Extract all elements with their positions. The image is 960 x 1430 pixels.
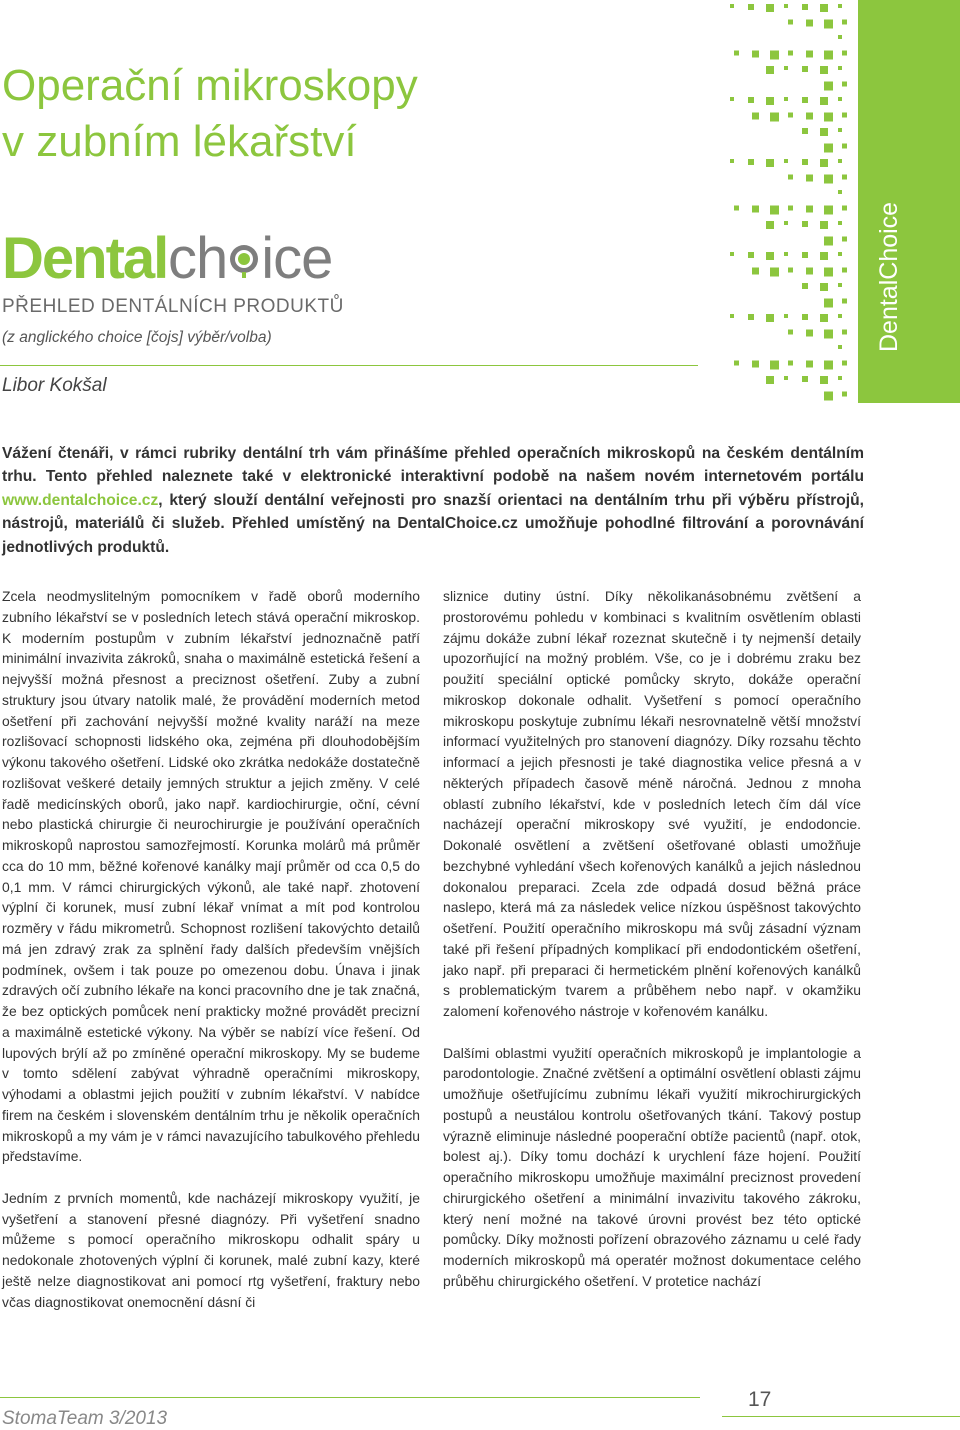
- decorative-dot: [734, 361, 739, 366]
- author-name: Libor Kokšal: [2, 375, 107, 396]
- decorative-dot: [842, 144, 847, 149]
- decorative-dot: [784, 159, 788, 163]
- decorative-dot: [820, 97, 828, 105]
- decorative-dot: [824, 82, 833, 91]
- decorative-dot: [748, 252, 754, 258]
- decorative-dot: [802, 376, 808, 382]
- decorative-dot: [820, 283, 828, 291]
- decorative-dot: [824, 113, 833, 122]
- decorative-dot: [820, 221, 828, 229]
- decorative-dot: [788, 175, 793, 180]
- decorative-dot: [730, 159, 734, 163]
- decorative-dot: [748, 97, 754, 103]
- decorative-dot: [734, 206, 739, 211]
- decorative-dot: [784, 314, 788, 318]
- decorative-dot: [806, 361, 813, 368]
- decorative-dot: [824, 299, 833, 308]
- article-title: Operační mikroskopy v zubním lékařství: [2, 61, 418, 166]
- decorative-dot: [752, 361, 759, 368]
- decorative-dot: [802, 314, 808, 320]
- dentalchoice-logo: [2, 226, 342, 292]
- decorative-dot: [730, 252, 734, 256]
- body-paragraph: Zcela neodmyslitelným pomocníkem v řadě oborů moderního zubního lékařství se v posledních letech stává operační mikroskop. K moderním postupům v zubním lékařství jednoznačně patří minimální invazivita zákroků, snaha o maximálně estetická řešení a nejvyšší možná přesnost a preciznost ošetření. Zuby a zubní struktury jsou útvary natolik malé, že provádění moderních metod ošetření při zachování nejvyšší možné kvality naráží na meze rozlišovací schopnosti lidského oka, zejména při dlouhodobějším výkonu takového ošetření. Lidské oko zkrátka nedokáže dostatečně rozlišovat veškeré detaily jemných struktur a jejich změny. V celé řadě medicínských oborů, jako např. kardiochirurgie, oční, cévní nebo plastická chirurgie či neurochirurgie je používání operačních mikroskopů naprostou samozřejmostí. Korunka molárů má průměr cca do 10 mm, běžné kořenové kanálky mají průměr od cca 0,5 do 0,1 mm. V rámci chirurgických výkonů, ale také např. zhotovení výplní či korunek, musí zubní lékař vnímat a mít pod kontrolou rozměry v řádu mikrometrů. Schopnost rozlišení takovýchto detailů má jen zdravý zrak za splnění řady dalších především vnějších podmínek, ovšem i tak pouze po omezenou dobu. Únava i jinak zdravých očí zubního lékaře na konci pracovního dne je tak značná, že bez optických pomůcek není prakticky možné provádět precizní a maximálně estetické výkony. Na výběr se nabízí více řešení. Od lupových brýlí až po zmíněné operační mikroskopy. My se budeme v tomto sdělení zabývat výhradně operačními mikroskopy, výhodami a oblastmi jejich použití v zubním lékařství. V nabídce firem na českém i slovenském dentálním trhu je několik operačních mikroskopů a my vám je v rámci navazujícího tabulkového přehledu představíme.: [2, 588, 420, 1165]
- decorative-dot: [806, 330, 813, 337]
- decorative-dot: [838, 345, 842, 349]
- decorative-dot: [806, 268, 813, 275]
- decorative-dot: [788, 20, 793, 25]
- decorative-dot: [824, 392, 833, 401]
- decorative-dot: [802, 128, 808, 134]
- decorative-dot: [838, 314, 842, 318]
- decorative-dot: [820, 314, 828, 322]
- decorative-dot: [820, 128, 828, 136]
- decorative-dot: [788, 113, 793, 118]
- decorative-dot: [820, 376, 828, 384]
- decorative-dot: [820, 159, 828, 167]
- decorative-dot: [770, 206, 779, 215]
- decorative-dot: [838, 128, 842, 132]
- decorative-dot: [766, 221, 774, 229]
- decorative-dot: [824, 268, 833, 277]
- decorative-dot: [820, 4, 828, 12]
- decorative-dot: [752, 268, 759, 275]
- decorative-dot: [838, 4, 842, 8]
- decorative-dot: [824, 361, 833, 370]
- intro-paragraph: [2, 442, 864, 559]
- body-paragraph: sliznice dutiny ústní. Díky několikanásobnému zvětšení a prostorovému pohledu v kombinaci s kvalitním osvětlením oblasti zájmu dokáže zubní lékař rozeznat skutečně i ty nejmenší detaily upozorňující na možný problém. Vše, co je i dobrému zraku bez použití speciální optické pomůcky skryto, dokáže operační mikroskop dokonale odhalit. Vyšetření s pomocí operačního mikroskopu poskytuje zubnímu lékaři nesrovnatelně větší množství informací využitelných pro stanovení diagnózy. Díky rozsahu těchto informací a jejich přesnosti je také diagnostika velice přesná a v některých případech časově méně náročná. Jednou z mnoha oblastí zubního lékařství, kde v posledních letech čím dál více nacházejí operační mikroskopy své využití, je endodoncie. Dokonalé osvětlení a zvětšení ošetřované oblasti umožňuje bezchybné vyhledání všech kořenových kanálků a jejich následnou dokonalou preparaci. Zcela zde odpadá dosud běžná práce naslepo, která má za následek velice nízkou úspěšnost takovýchto ošetření. Použití operačního mikroskopu má svůj zásadní význam také při řešení případných komplikací při endodontickém ošetření, jako např. při preparaci či hermetickém plnění kořenových kanálků s problematickým tvarem a průběhem nebo např. v okamžiku zalomení kořenového nástroje v kořenovém kanálku.: [443, 588, 861, 1019]
- decorative-dot: [788, 268, 793, 273]
- decorative-dot: [788, 361, 793, 366]
- decorative-dot: [824, 330, 833, 339]
- decorative-dot: [838, 190, 842, 194]
- decorative-dot: [770, 51, 779, 60]
- decorative-dot: [766, 252, 774, 260]
- decorative-dot: [842, 237, 847, 242]
- sidebar-brand-label: DentalChoice: [875, 201, 903, 352]
- decorative-dot: [802, 221, 808, 227]
- logo-dental-text: Dental: [2, 226, 168, 291]
- decorative-dot: [842, 113, 847, 118]
- journal-issue: StomaTeam 3/2013: [2, 1408, 168, 1429]
- decorative-dot: [770, 268, 779, 277]
- decorative-dot: [766, 4, 774, 12]
- decorative-dot: [766, 376, 774, 384]
- decorative-dot: [784, 97, 788, 101]
- dentalchoice-link[interactable]: www.dentalchoice.cz: [2, 491, 159, 509]
- decorative-dot: [842, 175, 847, 180]
- page-number-rule: [722, 1416, 960, 1417]
- decorative-dot: [806, 51, 813, 58]
- decorative-dot: [784, 221, 788, 225]
- decorative-dot: [802, 252, 808, 258]
- body-column-right: [443, 586, 861, 1312]
- decorative-dot: [788, 51, 793, 56]
- decorative-dot: [752, 206, 759, 213]
- decorative-dot: [766, 66, 774, 74]
- magnifier-o-icon: [226, 242, 262, 278]
- decorative-dot: [806, 113, 813, 120]
- body-paragraph: Jedním z prvních momentů, kde nacházejí mikroskopy využití, je vyšetření a stanovení přesné diagnózy. Při vyšetření snadno můžeme s pomocí operačního mikroskopu odhalit spáry u nedokonale zhotovených výplní či korunek, malé zubní kazy, které ještě nelze diagnostikovat ani pomocí rtg vyšetření, fraktury nebo včas diagnostikovat onemocnění dásní či: [2, 1189, 420, 1310]
- decorative-dot: [748, 159, 754, 165]
- decorative-dot: [766, 314, 774, 322]
- decorative-dot: [842, 392, 847, 397]
- page-number: 17: [748, 1388, 772, 1411]
- decorative-dot: [842, 51, 847, 56]
- decorative-dot: [824, 206, 833, 215]
- decorative-dot: [788, 206, 793, 211]
- decorative-dot: [802, 159, 808, 165]
- decorative-dot: [842, 330, 847, 335]
- decorative-dot: [820, 252, 828, 260]
- decorative-dot: [838, 221, 842, 225]
- decorative-dot: [842, 20, 847, 25]
- decorative-dot: [752, 113, 759, 120]
- decorative-dot: [730, 97, 734, 101]
- decorative-dot: [730, 314, 734, 318]
- body-column-left: [2, 586, 420, 1333]
- decorative-dot: [842, 299, 847, 304]
- decorative-dot: [838, 376, 842, 380]
- body-paragraph: Dalšími oblastmi využití operačních mikroskopů je implantologie a parodontologie. Značné zvětšení a optimální osvětlení oblasti zájmu umožňuje ošetřujícímu zubnímu lékaři využití mikrochirurgických postupů a neustálou kontrolu ošetřovaných tkání. Takový postup výrazně eliminuje následné pooperační obtíže pacientů (např. otok, bolest aj.). Díky tomu dochází k urychlení fáze hojení. Použití operačního mikroskopu umožňuje maximální preciznost provedení chirurgického ošetření a minimální invazivitu takového zákroku, který není možné na takové úrovni provést bez této optické pomůcky. Díky možnosti pořízení obrazového záznamu u celé řady moderních mikroskopů má operatér možnost dokumentace celého průběhu chirurgického ošetření. V protetice nachází: [443, 1044, 861, 1289]
- decorative-dot: [824, 237, 833, 246]
- decorative-dot: [788, 330, 793, 335]
- decorative-dot: [824, 175, 833, 184]
- decorative-dot: [842, 82, 847, 87]
- decorative-dot: [824, 51, 833, 60]
- decorative-dot: [802, 283, 808, 289]
- intro-text-2: , který slouží dentální veřejnosti pro snazší orientaci na dentálním trhu při výběru přístrojů, nástrojů, materiálů či služeb. Přehled umístěný na DentalChoice.cz umožňuje pohodlné filtrování a porovnávání jednotlivých produktů.: [2, 491, 864, 556]
- footer-divider: [0, 1397, 700, 1398]
- decorative-dot: [784, 66, 788, 70]
- decorative-dot: [806, 20, 813, 27]
- intro-text-1: Vážení čtenáři, v rámci rubriky dentální trh vám přinášíme přehled operačních mikroskopů na českém dentálním trhu. Tento přehled naleznete také v elektronické interaktivní podobě na našem novém internetovém portálu: [2, 445, 864, 486]
- decorative-dot: [842, 268, 847, 273]
- decorative-dot: [838, 159, 842, 163]
- decorative-dot-pattern: [724, 0, 854, 410]
- header-divider: [0, 365, 698, 366]
- decorative-dot: [806, 206, 813, 213]
- decorative-dot: [838, 97, 842, 101]
- logo-choice-pre: ch: [168, 226, 228, 291]
- section-subtitle: PŘEHLED DENTÁLNÍCH PRODUKTŮ: [2, 296, 344, 317]
- decorative-dot: [806, 175, 813, 182]
- decorative-dot: [770, 113, 779, 122]
- decorative-dot: [730, 4, 734, 8]
- decorative-dot: [734, 51, 739, 56]
- decorative-dot: [784, 252, 788, 256]
- decorative-dot: [766, 159, 774, 167]
- decorative-dot: [802, 4, 808, 10]
- decorative-dot: [838, 35, 842, 39]
- decorative-dot: [752, 51, 759, 58]
- logo-choice-post: ice: [261, 226, 333, 291]
- decorative-dot: [766, 97, 774, 105]
- decorative-dot: [842, 361, 847, 366]
- decorative-dot: [802, 97, 808, 103]
- decorative-dot: [824, 144, 833, 153]
- decorative-dot: [838, 252, 842, 256]
- choice-definition: (z anglického choice [čojs] výběr/volba): [2, 329, 272, 346]
- decorative-dot: [784, 376, 788, 380]
- decorative-dot: [748, 314, 754, 320]
- decorative-dot: [838, 283, 842, 287]
- decorative-dot: [824, 20, 833, 29]
- decorative-dot: [838, 66, 842, 70]
- decorative-dot: [748, 4, 754, 10]
- decorative-dot: [842, 206, 847, 211]
- decorative-dot: [784, 4, 788, 8]
- decorative-dot: [770, 361, 779, 370]
- decorative-dot: [820, 66, 828, 74]
- decorative-dot: [802, 66, 808, 72]
